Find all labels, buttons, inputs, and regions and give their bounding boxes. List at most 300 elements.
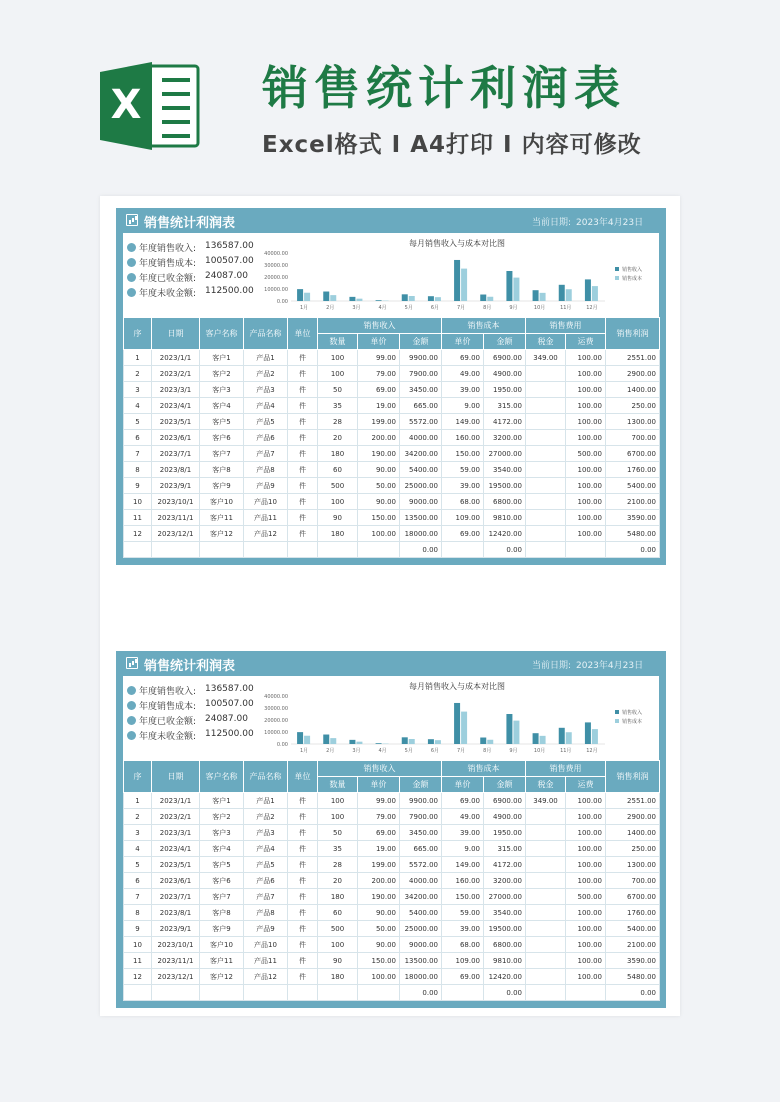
stat-label: 年度销售收入: (139, 244, 197, 254)
x-tick-label: 8月 (483, 748, 492, 754)
sales-table (123, 760, 660, 1001)
col-amount: 金额 (400, 334, 442, 350)
table-cell: 客户10 (200, 937, 244, 953)
col-group-income: 销售收入 (318, 761, 442, 777)
stat-value: 100507.00 (205, 256, 254, 266)
table-cell (526, 542, 566, 558)
bar-income (533, 290, 539, 301)
table-cell: 客户12 (200, 969, 244, 985)
table-cell: 产品3 (244, 825, 288, 841)
table-cell: 0.00 (400, 985, 442, 1001)
table-cell (124, 542, 152, 558)
x-tick-label: 11月 (560, 748, 572, 754)
x-tick-label: 1月 (299, 748, 309, 754)
table-cell: 90.00 (358, 462, 400, 478)
table-cell: 19.00 (358, 841, 400, 857)
stat-unreceived (127, 286, 257, 301)
table-cell: 产品9 (244, 921, 288, 937)
table-cell: 100.00 (566, 921, 606, 937)
table-cell (358, 542, 400, 558)
col-group-cost: 销售成本 (442, 318, 526, 334)
table-cell: 1760.00 (606, 905, 660, 921)
table-cell (526, 526, 566, 542)
table-cell: 客户3 (200, 825, 244, 841)
col-unit: 单位 (288, 318, 318, 350)
table-row (124, 969, 660, 985)
bar-cost (304, 736, 310, 744)
sheet-title-bar (116, 208, 666, 233)
table-row (124, 414, 660, 430)
table-cell: 20 (318, 430, 358, 446)
table-cell: 180 (318, 526, 358, 542)
table-cell: 34200.00 (400, 889, 442, 905)
table-row (124, 494, 660, 510)
stat-label: 年度未收金额: (139, 289, 197, 299)
table-row (124, 953, 660, 969)
table-cell: 2023/6/1 (152, 430, 200, 446)
x-tick-label: 9月 (509, 748, 518, 754)
table-cell (526, 494, 566, 510)
table-cell: 产品7 (244, 446, 288, 462)
table-cell: 3540.00 (484, 462, 526, 478)
col-product: 产品名称 (244, 761, 288, 793)
table-cell: 4172.00 (484, 414, 526, 430)
table-cell: 2023/5/1 (152, 414, 200, 430)
table-cell (318, 985, 358, 1001)
table-cell: 4172.00 (484, 857, 526, 873)
table-cell: 2 (124, 366, 152, 382)
table-cell: 2023/1/1 (152, 793, 200, 809)
sheet-title: 销售统计利润表 (144, 659, 236, 674)
table-cell: 4900.00 (484, 809, 526, 825)
stats-list (127, 241, 257, 301)
table-cell: 产品5 (244, 414, 288, 430)
table-cell: 5400.00 (400, 905, 442, 921)
table-cell: 产品11 (244, 510, 288, 526)
bar-income (559, 728, 565, 744)
table-cell (318, 542, 358, 558)
stat-value: 100507.00 (205, 699, 254, 709)
col-group-cost: 销售成本 (442, 761, 526, 777)
table-cell (526, 446, 566, 462)
table-cell: 3590.00 (606, 953, 660, 969)
col-product: 产品名称 (244, 318, 288, 350)
table-cell: 件 (288, 937, 318, 953)
table-cell: 250.00 (606, 841, 660, 857)
table-cell: 客户12 (200, 526, 244, 542)
table-cell: 9810.00 (484, 510, 526, 526)
table-row (124, 937, 660, 953)
table-cell: 6900.00 (484, 793, 526, 809)
table-cell: 35 (318, 841, 358, 857)
table-cell (288, 985, 318, 1001)
table-cell: 13500.00 (400, 510, 442, 526)
table-cell: 产品1 (244, 793, 288, 809)
stat-label: 年度已收金额: (139, 717, 197, 727)
legend-swatch (615, 276, 619, 280)
bar-income (402, 294, 408, 301)
table-cell: 160.00 (442, 430, 484, 446)
bar-cost (487, 740, 493, 744)
bar-cost (540, 293, 546, 301)
table-cell: 件 (288, 953, 318, 969)
table-cell (566, 542, 606, 558)
table-cell: 349.00 (526, 793, 566, 809)
table-cell: 190.00 (358, 446, 400, 462)
table-cell: 180 (318, 446, 358, 462)
table-row (124, 985, 660, 1001)
table-cell: 79.00 (358, 366, 400, 382)
col-amount: 金额 (400, 777, 442, 793)
table-cell: 700.00 (606, 430, 660, 446)
bar-income (323, 292, 329, 301)
legend-label: 销售收入 (622, 710, 643, 716)
table-cell: 27000.00 (484, 889, 526, 905)
bar-income (297, 289, 303, 301)
table-cell: 5572.00 (400, 414, 442, 430)
table-cell: 件 (288, 398, 318, 414)
col-group-fee: 销售费用 (526, 761, 606, 777)
table-cell: 0.00 (400, 542, 442, 558)
table-cell: 69.00 (442, 526, 484, 542)
legend-label: 销售成本 (622, 719, 643, 725)
table-cell (526, 857, 566, 873)
bar-income (506, 271, 512, 301)
table-cell: 1 (124, 350, 152, 366)
sheet-title: 销售统计利润表 (144, 216, 236, 231)
bar-chart-icon (126, 214, 138, 226)
stat-income (127, 241, 257, 256)
table-cell: 9810.00 (484, 953, 526, 969)
table-cell: 件 (288, 809, 318, 825)
table-cell (566, 985, 606, 1001)
table-row (124, 446, 660, 462)
table-cell: 客户4 (200, 398, 244, 414)
table-cell: 100 (318, 793, 358, 809)
table-cell: 100 (318, 937, 358, 953)
table-cell: 100.00 (566, 510, 606, 526)
bar-income (454, 260, 460, 301)
table-cell: 客户1 (200, 793, 244, 809)
table-cell: 100.00 (566, 937, 606, 953)
table-cell (526, 921, 566, 937)
table-row (124, 905, 660, 921)
table-cell: 5 (124, 857, 152, 873)
table-cell: 3590.00 (606, 510, 660, 526)
table-cell (526, 382, 566, 398)
table-cell: 2 (124, 809, 152, 825)
table-cell: 150.00 (358, 510, 400, 526)
table-cell: 7 (124, 889, 152, 905)
bar-chart-icon (126, 657, 138, 669)
table-cell: 客户9 (200, 921, 244, 937)
summary-area (123, 676, 659, 760)
table-row (124, 350, 660, 366)
col-qty: 数量 (318, 334, 358, 350)
table-cell (526, 937, 566, 953)
col-group-income: 销售收入 (318, 318, 442, 334)
table-cell: 109.00 (442, 953, 484, 969)
date-label: 当前日期: (532, 218, 572, 228)
table-cell: 7 (124, 446, 152, 462)
col-customer: 客户名称 (200, 318, 244, 350)
excel-logo-icon (100, 60, 200, 152)
bar-cost (435, 740, 441, 744)
table-cell: 6900.00 (484, 350, 526, 366)
table-cell (526, 953, 566, 969)
table-cell: 件 (288, 873, 318, 889)
col-price: 单价 (358, 334, 400, 350)
x-tick-label: 4月 (378, 748, 387, 754)
table-cell: 1400.00 (606, 825, 660, 841)
y-tick-label: 0.00 (276, 299, 288, 305)
y-tick-label: 0.00 (276, 742, 288, 748)
table-cell: 件 (288, 414, 318, 430)
sheet-copy (116, 651, 666, 1008)
table-cell: 250.00 (606, 398, 660, 414)
page-title: 销售统计利润表 (262, 61, 626, 115)
table-cell: 69.00 (442, 969, 484, 985)
bar-income (402, 737, 408, 744)
table-cell: 100.00 (566, 793, 606, 809)
table-cell: 20 (318, 873, 358, 889)
table-cell: 100.00 (566, 857, 606, 873)
table-cell: 199.00 (358, 857, 400, 873)
table-cell: 客户7 (200, 889, 244, 905)
legend-swatch (615, 710, 619, 714)
bar-income (376, 300, 382, 301)
table-cell: 产品3 (244, 382, 288, 398)
table-cell: 6800.00 (484, 937, 526, 953)
table-cell: 产品4 (244, 841, 288, 857)
table-cell: 2023/7/1 (152, 889, 200, 905)
table-cell (152, 542, 200, 558)
bar-cost (330, 295, 336, 301)
table-cell: 39.00 (442, 478, 484, 494)
table-cell: 9.00 (442, 398, 484, 414)
table-cell: 客户2 (200, 809, 244, 825)
table-cell: 100.00 (566, 350, 606, 366)
table-cell (526, 841, 566, 857)
table-cell: 1950.00 (484, 825, 526, 841)
table-cell: 3450.00 (400, 382, 442, 398)
table-cell: 160.00 (442, 873, 484, 889)
table-cell (526, 889, 566, 905)
y-tick-label: 10000.00 (264, 730, 288, 736)
table-cell: 产品6 (244, 873, 288, 889)
table-cell: 68.00 (442, 937, 484, 953)
bar-income (533, 733, 539, 744)
table-row (124, 430, 660, 446)
table-cell: 件 (288, 857, 318, 873)
x-tick-label: 11月 (560, 305, 572, 311)
table-cell: 2023/2/1 (152, 366, 200, 382)
table-cell: 客户10 (200, 494, 244, 510)
col-price: 单价 (358, 777, 400, 793)
col-group-fee: 销售费用 (526, 318, 606, 334)
stat-value: 112500.00 (205, 286, 254, 296)
bar-income (559, 285, 565, 301)
table-cell: 100.00 (566, 953, 606, 969)
table-cell: 2023/9/1 (152, 478, 200, 494)
table-cell: 700.00 (606, 873, 660, 889)
bar-cost (513, 721, 519, 744)
table-cell: 2900.00 (606, 809, 660, 825)
bar-cost (304, 293, 310, 301)
table-cell: 99.00 (358, 793, 400, 809)
bar-cost (461, 269, 467, 301)
table-row (124, 921, 660, 937)
table-cell: 28 (318, 414, 358, 430)
legend-swatch (615, 719, 619, 723)
x-tick-label: 7月 (456, 748, 466, 754)
table-cell: 件 (288, 969, 318, 985)
table-cell: 客户7 (200, 446, 244, 462)
table-cell: 2100.00 (606, 937, 660, 953)
table-cell: 2023/8/1 (152, 905, 200, 921)
table-row (124, 510, 660, 526)
table-cell: 39.00 (442, 921, 484, 937)
table-cell: 2023/2/1 (152, 809, 200, 825)
table-cell: 25000.00 (400, 478, 442, 494)
stat-cost (127, 256, 257, 271)
table-cell: 1950.00 (484, 382, 526, 398)
table-cell: 100.00 (566, 462, 606, 478)
stat-value: 24087.00 (205, 714, 248, 724)
table-cell: 19500.00 (484, 921, 526, 937)
table-cell: 9.00 (442, 841, 484, 857)
table-cell: 2023/12/1 (152, 969, 200, 985)
table-cell: 150.00 (358, 953, 400, 969)
table-cell: 产品10 (244, 937, 288, 953)
table-cell: 4 (124, 841, 152, 857)
col-customer: 客户名称 (200, 761, 244, 793)
table-cell: 件 (288, 510, 318, 526)
table-cell: 68.00 (442, 494, 484, 510)
table-cell: 产品11 (244, 953, 288, 969)
table-cell: 产品4 (244, 398, 288, 414)
table-cell: 100.00 (358, 526, 400, 542)
table-cell: 件 (288, 793, 318, 809)
table-cell: 2023/9/1 (152, 921, 200, 937)
table-cell: 6800.00 (484, 494, 526, 510)
table-cell: 件 (288, 825, 318, 841)
x-tick-label: 9月 (509, 305, 518, 311)
pie-icon (127, 701, 136, 710)
stat-unreceived (127, 729, 257, 744)
table-cell: 5572.00 (400, 857, 442, 873)
table-cell: 90 (318, 953, 358, 969)
table-row (124, 542, 660, 558)
bar-cost (592, 286, 598, 301)
table-cell (288, 542, 318, 558)
table-cell: 客户8 (200, 462, 244, 478)
table-cell (526, 969, 566, 985)
x-tick-label: 10月 (533, 748, 546, 754)
table-cell: 100.00 (566, 494, 606, 510)
table-cell: 8 (124, 462, 152, 478)
table-cell: 50.00 (358, 921, 400, 937)
table-cell: 34200.00 (400, 446, 442, 462)
table-cell: 9900.00 (400, 793, 442, 809)
table-cell: 315.00 (484, 398, 526, 414)
legend-label: 销售成本 (622, 276, 643, 282)
bar-cost (356, 742, 362, 744)
table-cell: 150.00 (442, 889, 484, 905)
bar-income (349, 297, 355, 301)
table-cell (244, 985, 288, 1001)
col-cost-price: 单价 (442, 334, 484, 350)
table-cell: 产品6 (244, 430, 288, 446)
table-cell: 10 (124, 494, 152, 510)
x-tick-label: 3月 (352, 748, 361, 754)
stat-value: 112500.00 (205, 729, 254, 739)
stat-label: 年度销售收入: (139, 687, 197, 697)
table-cell: 5400.00 (606, 478, 660, 494)
table-cell: 49.00 (442, 809, 484, 825)
table-cell: 产品1 (244, 350, 288, 366)
table-cell: 客户2 (200, 366, 244, 382)
table-cell (358, 985, 400, 1001)
table-cell (526, 825, 566, 841)
bar-cost (409, 739, 415, 744)
table-cell: 2551.00 (606, 350, 660, 366)
stat-label: 年度销售成本: (139, 259, 197, 269)
table-cell: 27000.00 (484, 446, 526, 462)
table-cell: 9900.00 (400, 350, 442, 366)
col-profit: 销售利润 (606, 761, 660, 793)
table-cell: 100.00 (566, 841, 606, 857)
table-cell: 1760.00 (606, 462, 660, 478)
table-cell: 件 (288, 921, 318, 937)
x-tick-label: 5月 (404, 748, 413, 754)
table-cell: 产品2 (244, 366, 288, 382)
table-cell (124, 985, 152, 1001)
table-cell: 25000.00 (400, 921, 442, 937)
table-cell (526, 510, 566, 526)
table-cell: 18000.00 (400, 969, 442, 985)
table-cell: 5400.00 (400, 462, 442, 478)
check-icon (127, 731, 136, 740)
table-cell: 100 (318, 809, 358, 825)
table-cell: 客户5 (200, 857, 244, 873)
table-cell (526, 430, 566, 446)
col-profit: 销售利润 (606, 318, 660, 350)
table-cell (526, 809, 566, 825)
x-tick-label: 6月 (430, 748, 440, 754)
table-cell: 1300.00 (606, 857, 660, 873)
table-cell: 60 (318, 905, 358, 921)
stat-value: 136587.00 (205, 241, 254, 251)
x-tick-label: 12月 (586, 748, 598, 754)
table-cell: 产品12 (244, 969, 288, 985)
table-cell: 500.00 (566, 446, 606, 462)
col-qty: 数量 (318, 777, 358, 793)
table-cell: 3450.00 (400, 825, 442, 841)
x-tick-label: 3月 (352, 305, 361, 311)
table-cell: 50 (318, 825, 358, 841)
stat-label: 年度未收金额: (139, 732, 197, 742)
table-cell (200, 542, 244, 558)
table-cell: 7900.00 (400, 366, 442, 382)
col-date: 日期 (152, 318, 200, 350)
table-cell: 0.00 (484, 542, 526, 558)
bar-income (323, 735, 329, 744)
col-unit: 单位 (288, 761, 318, 793)
table-cell: 500 (318, 921, 358, 937)
table-cell: 500.00 (566, 889, 606, 905)
bar-income (585, 279, 591, 301)
